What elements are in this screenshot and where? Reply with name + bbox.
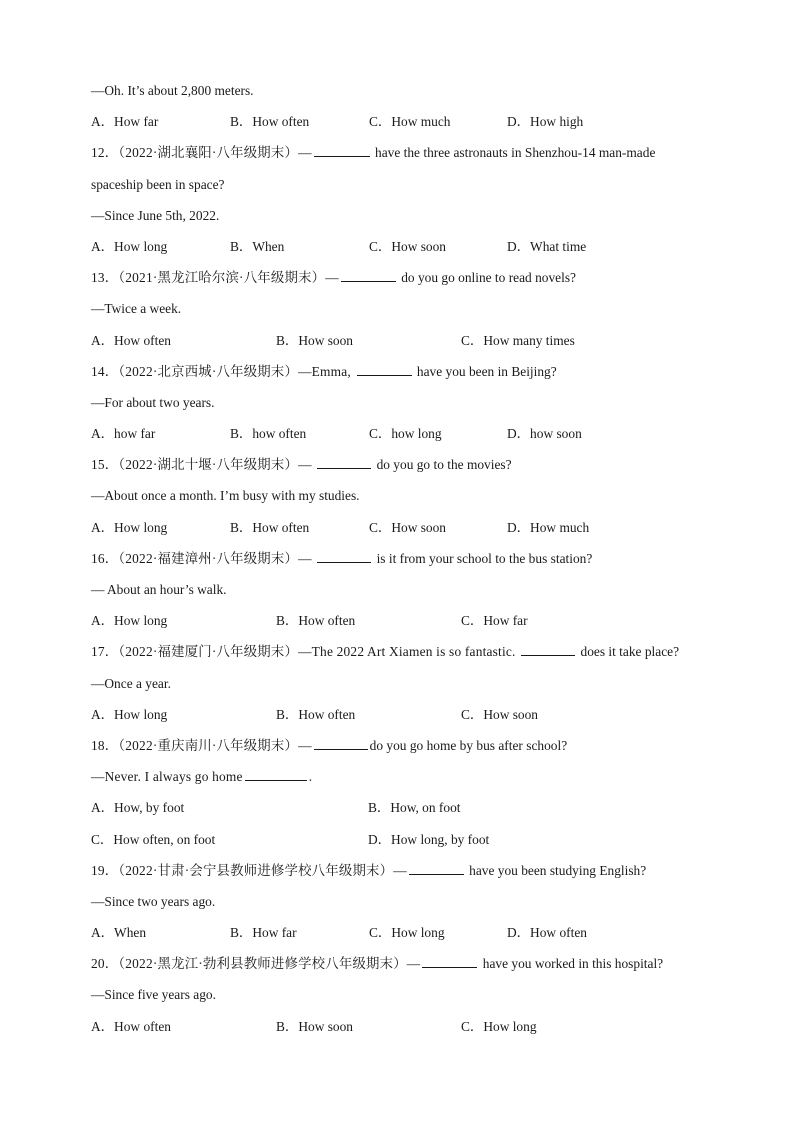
- question-text: have you been studying English?: [465, 862, 647, 878]
- question-stem: 18．（2022·重庆南川·八年级期末）—: [91, 737, 312, 753]
- question-line: [91, 266, 731, 297]
- text-line: spaceship been in space?: [91, 176, 225, 192]
- text-line: —For about two years.: [91, 394, 215, 410]
- answer-option[interactable]: D．How much: [507, 519, 590, 535]
- question-line: [91, 952, 731, 983]
- text-line: — About an hour’s walk.: [91, 582, 227, 597]
- text-line: —Since five years ago.: [91, 987, 216, 1003]
- answer-blank[interactable]: [245, 767, 307, 781]
- question-line: [91, 734, 731, 765]
- question-text: do you go home by bus after school?: [369, 737, 568, 753]
- question-line: [91, 640, 731, 671]
- answer-option[interactable]: A．How, by foot: [91, 800, 185, 816]
- answer-option[interactable]: D．how soon: [507, 426, 582, 442]
- answer-options: [91, 110, 731, 141]
- answer-option[interactable]: D．What time: [507, 238, 587, 254]
- text-line: —Oh. It’s about 2,800 meters.: [91, 83, 254, 98]
- text-line: —Since June 5th, 2022.: [91, 207, 220, 223]
- answer-option[interactable]: C．How much: [369, 114, 451, 130]
- answer-option[interactable]: B．When: [230, 238, 285, 254]
- answer-option[interactable]: A．When: [91, 925, 147, 941]
- text-line: —About once a month. I’m busy with my studies.: [91, 488, 360, 504]
- answer-option[interactable]: D．How long, by foot: [368, 831, 490, 847]
- answer-blank[interactable]: [409, 861, 464, 875]
- answer-option[interactable]: C．How many times: [461, 332, 575, 348]
- answer-option[interactable]: B．How soon: [276, 1018, 354, 1034]
- answer-options: [91, 329, 731, 360]
- answer-blank[interactable]: [317, 549, 371, 563]
- answer-option[interactable]: C．How long: [461, 1018, 537, 1034]
- answer-option[interactable]: C．How soon: [369, 519, 447, 535]
- text-line: —Twice a week.: [91, 301, 182, 317]
- answer-option[interactable]: A．How long: [91, 519, 168, 535]
- answer-options: [91, 703, 731, 734]
- answer-options: [91, 828, 731, 859]
- answer-blank[interactable]: [341, 268, 396, 282]
- question-line: [91, 765, 731, 796]
- question-line: [91, 547, 731, 578]
- answer-option[interactable]: A．How far: [91, 114, 159, 130]
- question-stem: 12．（2022·湖北襄阳·八年级期末）—: [91, 145, 312, 161]
- question-stem: 17．（2022·福建厦门·八年级期末）—The 2022 Art Xiamen is so fantastic.: [91, 644, 520, 660]
- answer-blank[interactable]: [422, 954, 477, 968]
- question-text: .: [308, 769, 313, 785]
- question-text: is it from your school to the bus station?: [373, 550, 593, 566]
- answer-blank[interactable]: [314, 736, 368, 750]
- answer-options: [91, 609, 731, 640]
- answer-option[interactable]: B．How often: [230, 519, 310, 535]
- answer-options: [91, 235, 731, 266]
- answer-option[interactable]: A．how far: [91, 426, 156, 442]
- answer-option[interactable]: B．How often: [276, 706, 356, 722]
- answer-option[interactable]: A．How long: [91, 238, 168, 254]
- question-text: have the three astronauts in Shenzhou-14 man-made: [371, 145, 656, 161]
- answer-option[interactable]: D．How often: [507, 925, 587, 941]
- question-line: [91, 453, 731, 484]
- answer-options: [91, 921, 731, 952]
- question-line: [91, 141, 731, 172]
- answer-option[interactable]: B．How soon: [276, 332, 354, 348]
- question-text: does it take place?: [577, 644, 680, 660]
- answer-options: [91, 516, 731, 547]
- question-text: do you go to the movies?: [373, 457, 512, 473]
- answer-option[interactable]: B．how often: [230, 426, 307, 442]
- question-text: have you been in Beijing?: [413, 363, 557, 379]
- question-line: [91, 360, 731, 391]
- answer-option[interactable]: A．How often: [91, 332, 171, 348]
- answer-blank[interactable]: [317, 455, 371, 469]
- answer-option[interactable]: B．How often: [276, 613, 356, 629]
- answer-options: [91, 1015, 731, 1046]
- answer-option[interactable]: B．How often: [230, 114, 310, 130]
- answer-blank[interactable]: [521, 642, 575, 656]
- question-text: do you go online to read novels?: [397, 270, 576, 286]
- answer-blank[interactable]: [314, 143, 370, 157]
- answer-options: [91, 796, 731, 827]
- answer-options: [91, 422, 731, 453]
- answer-option[interactable]: A．How often: [91, 1018, 171, 1034]
- document-page: [91, 79, 731, 1046]
- question-line: [91, 859, 731, 890]
- answer-option[interactable]: A．How long: [91, 706, 168, 722]
- question-stem: 13．（2021·黑龙江哈尔滨·八年级期末）—: [91, 270, 339, 286]
- answer-blank[interactable]: [357, 362, 412, 376]
- answer-option[interactable]: D．How high: [507, 114, 584, 130]
- answer-option[interactable]: C．How far: [461, 613, 528, 629]
- question-text: have you worked in this hospital?: [479, 956, 664, 972]
- answer-option[interactable]: B．How far: [230, 925, 297, 941]
- answer-option[interactable]: B．How, on foot: [368, 800, 461, 816]
- question-stem: 15．（2022·湖北十堰·八年级期末）—: [91, 457, 316, 473]
- question-stem: 20．（2022·黑龙江·勃利县教师进修学校八年级期末）—: [91, 956, 421, 972]
- question-stem: 19．（2022·甘肃·会宁县教师进修学校八年级期末）—: [91, 862, 407, 878]
- question-stem: 14．（2022·北京西城·八年级期末）—Emma,: [91, 363, 355, 379]
- question-stem: —Never. I always go home: [91, 769, 243, 785]
- answer-option[interactable]: C．How soon: [369, 238, 447, 254]
- question-stem: 16．（2022·福建漳州·八年级期末）—: [91, 550, 316, 566]
- answer-option[interactable]: C．how long: [369, 426, 442, 442]
- answer-option[interactable]: A．How long: [91, 613, 168, 629]
- answer-option[interactable]: C．How often, on foot: [91, 831, 216, 847]
- text-line: —Once a year.: [91, 675, 171, 691]
- answer-option[interactable]: C．How soon: [461, 706, 539, 722]
- text-line: —Since two years ago.: [91, 893, 216, 909]
- answer-option[interactable]: C．How long: [369, 925, 445, 941]
